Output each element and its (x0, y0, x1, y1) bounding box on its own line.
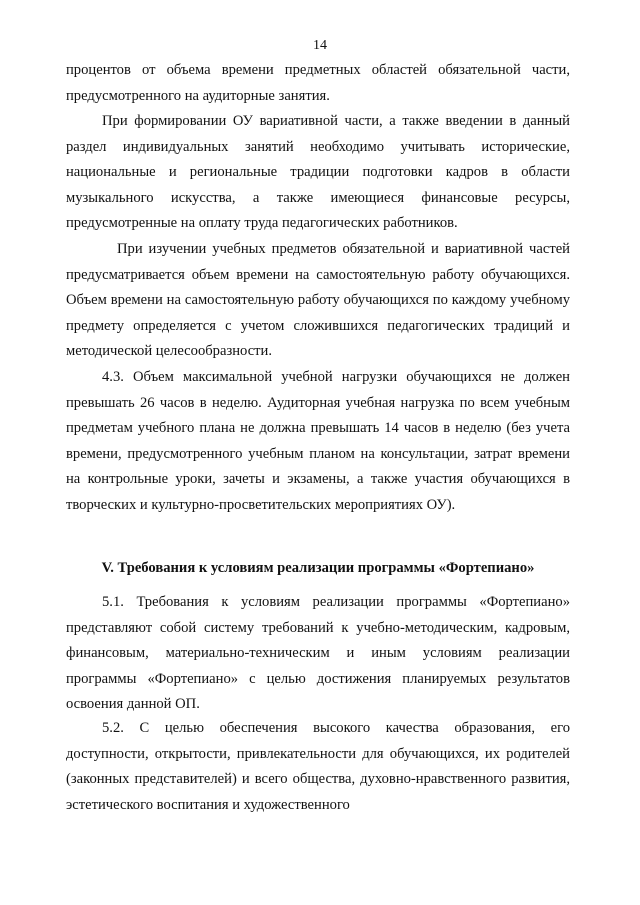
section-heading-v: V. Требования к условиям реализации программы «Фортепиано» (101, 560, 535, 576)
paragraph-variable-part: При формировании ОУ вариативной части, а также введении в данный раздел индивидуальных занятий необходимо учитывать исторические, национальные и региональные традиции подготовки кадров в области музыкального искусства, а также имеющиеся финансовые ресурсы, предусмотренные на оплату труда педагогических работников. (66, 113, 570, 232)
paragraph-independent-work: При изучении учебных предметов обязательной и вариативной частей предусматривается объем времени на самостоятельную работу обучающихся. Объем времени на самостоятельную работу обучающихся по каждому учебному предмету определяется с учетом сложившихся педагогических традиций и методической целесообразности. (66, 241, 570, 360)
paragraph-continuation: процентов от объема времени предметных областей обязательной части, предусмотренного на аудиторные занятия. (66, 62, 570, 104)
paragraph-4-3-workload: 4.3. Объем максимальной учебной нагрузки обучающихся не должен превышать 26 часов в неделю. Аудиторная учебная нагрузка по всем учебным предметам учебного плана не должна превышать 14 часов в неделю (без учета времени, предусмотренного учебным планом на консультации, затрат времени на контрольные уроки, зачеты и экзамены, а также участия обучающихся в творческих и культурно-просветительских мероприятиях ОУ). (66, 369, 570, 513)
paragraph-5-2-quality: 5.2. С целью обеспечения высокого качества образования, его доступности, открытости, привлекательности для обучающихся, их родителей (законных представителей) и всего общества, духовно-нравственного развития, эстетического воспитания и художественного (66, 720, 570, 813)
paragraph-5-1-requirements: 5.1. Требования к условиям реализации программы «Фортепиано» представляют собой систему требований к учебно-методическим, кадровым, финансовым, материально-техническим и иным условиям реализации программы «Фортепиано» с целью достижения планируемых результатов освоения данной ОП. (66, 594, 570, 713)
page-number: 14 (313, 38, 327, 53)
